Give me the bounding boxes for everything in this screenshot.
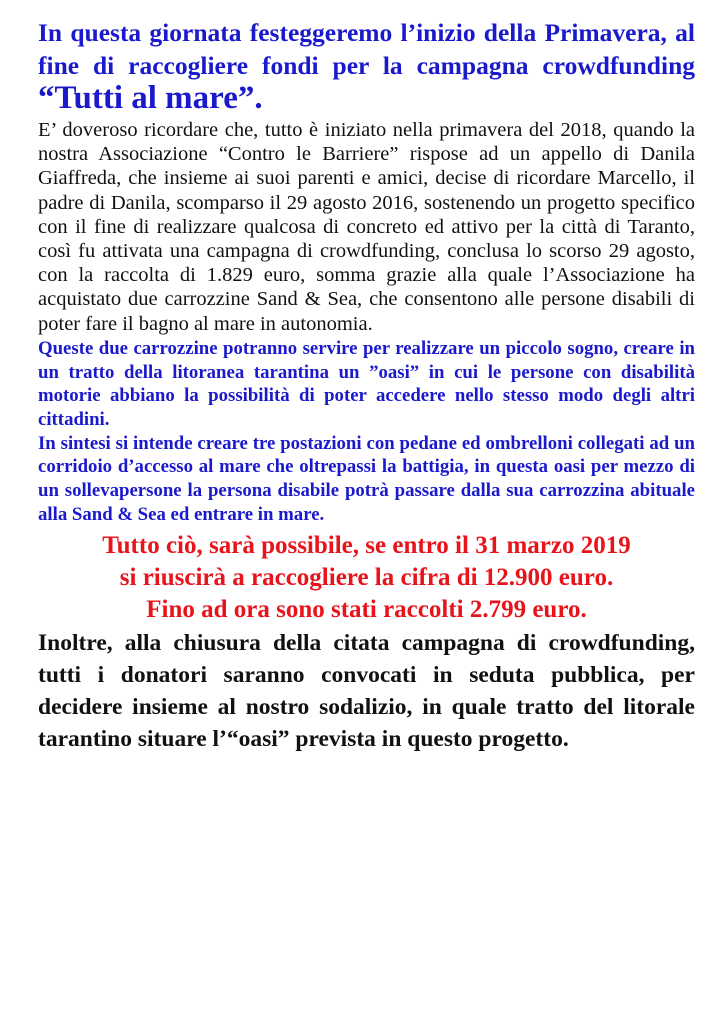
goal-amount: si riuscirà a raccogliere la cifra di 12.900 euro.: [119, 564, 614, 592]
headline-intro: In questa giornata festeggeremo l’inizio della Primavera, al fine di raccogliere fondi per la campagna crowdfunding: [38, 18, 695, 80]
dream-paragraph: Queste due carrozzine potranno servire per realizzare un piccolo sogno, creare in un tratto della litoranea tarantina un ”oasi” in cui le persone con disabilità motorie abbiano la possibilità di poter accedere nello stesso modo degli altri cittadini.: [38, 337, 695, 430]
flyer-page: [38, 16, 695, 755]
goal-block: [38, 530, 695, 626]
goal-raised: Fino ad ora sono stati raccolti 2.799 euro.: [146, 596, 587, 624]
plan-paragraph: In sintesi si intende creare tre postazioni con pedane ed ombrelloni collegati ad un corridoio d’accesso al mare che oltrepassi la battigia, in questa oasi per mezzo di un sollevapersone la persona disabile potrà passare dalla sua carrozzina abituale alla Sand & Sea ed entrare in mare.: [38, 432, 695, 525]
headline: [38, 16, 695, 116]
closing-paragraph: Inoltre, alla chiusura della citata campagna di crowdfunding, tutti i donatori saranno convocati in seduta pubblica, per decidere insieme al nostro sodalizio, in quale tratto del litorale tarantino situare l’“oasi” prevista in questo progetto.: [38, 630, 695, 753]
goal-deadline: Tutto ciò, sarà possibile, se entro il 31 marzo 2019: [102, 532, 631, 560]
campaign-name: “Tutti al mare”.: [38, 80, 263, 116]
history-paragraph: E’ doveroso ricordare che, tutto è iniziato nella primavera del 2018, quando la nostra Associazione “Contro le Barriere” rispose ad un appello di Danila Giaffreda, che insieme ai suoi parenti e amici, decise di ricordare Marcello, il padre di Danila, scomparso il 29 agosto 2016, sostenendo un progetto specifico con il fine di realizzare qualcosa di concreto ed attivo per la città di Taranto, così fu attivata una campagna di crowdfunding, conclusa lo scorso 29 agosto, con la raccolta di 1.829 euro, somma grazie alla quale l’Associazione ha acquistato due carrozzine Sand & Sea, che consentono alle persone disabili di poter fare il bagno al mare in autonomia.: [38, 119, 695, 335]
